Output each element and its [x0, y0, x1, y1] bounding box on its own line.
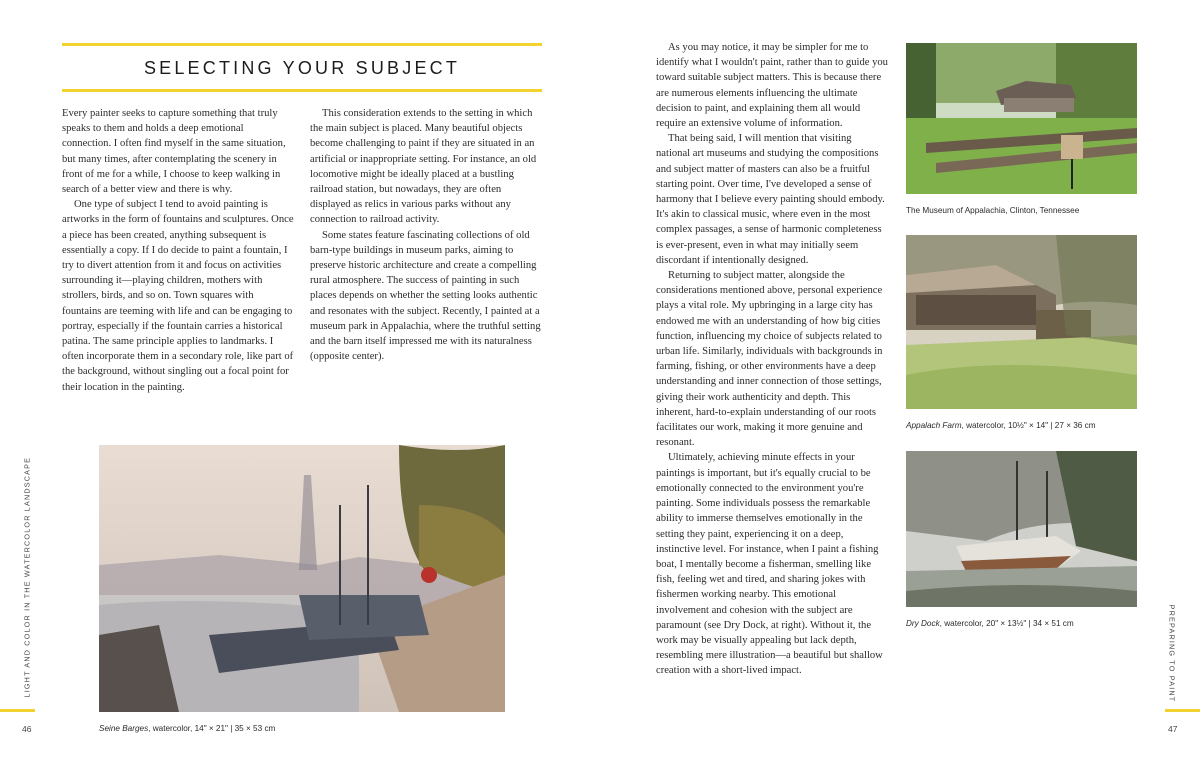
left-page-accent-bar [0, 709, 35, 712]
paragraph: That being said, I will mention that visiting national art museums and studying the compositions and subject matter of masters can also be a fruitful starting point. Over time, I've developed a sense of harmony that I believe every painting should embody. It's akin to classical music, where even in the most complex passages, a sense of harmonic completeness is ever-present, even in what may initially seem discordant if intentionally designed. [656, 133, 885, 266]
left-column-1 [62, 106, 294, 395]
paragraph: This consideration extends to the setting in which the main subject is placed. Many beautiful objects become challenging to paint if they are situated in an artificial or inappropriate setting. For instance, an old locomotive might be ideally placed at a bustling railroad station, but nowadays, they are often displayed as relics in various parks without any connection to railroad activity. [310, 108, 537, 226]
caption-details: , watercolor, 20" × 13½" | 34 × 51 cm [939, 619, 1074, 628]
dry-dock-painting [906, 451, 1137, 607]
right-side-running-head: PREPARING TO PAINT [1167, 604, 1177, 703]
title-top-rule [62, 43, 542, 46]
left-page-number: 46 [22, 724, 32, 734]
right-page-accent-bar [1165, 709, 1200, 712]
appalach-farm-caption [906, 421, 1096, 430]
caption-details: , watercolor, 10½" × 14" | 27 × 36 cm [961, 421, 1096, 430]
paragraph: Returning to subject matter, alongside the considerations mentioned above, personal experience plays a vital role. My upbringing in a large city has endowed me with an understanding of how big cities function, influencing my choice of subjects related to urban life. Similarly, individuals with backgrounds in farming, fishing, or other environments have a deep understanding and inner connection of those settings, giving their work authenticity and depth. This inherent, hard-to-explain understanding of our roots facilitates our work, making it more genuine and resonant. [656, 270, 883, 449]
paragraph: Ultimately, achieving minute effects in your paintings is important, but it's equally crucial to be emotionally connected to the environment you're painting. Some individuals possess the remarkable ability to immerse themselves emotionally in the setting they paint, experiencing it on a deep, instinctive level. For instance, when I paint a fishing boat, I mentally become a fisherman, smelling like fish, feeling wet and tired, and sharing jokes with fishermen working nearby. This emotional involvement and cohesion with the subject are paramount (see Dry Dock, at right). Without it, the work may be visually appealing but lack depth, resembling mere illustration—a beautiful but shallow creation with a short-lived impact. [656, 452, 883, 677]
dry-dock-caption [906, 619, 1074, 628]
seine-barges-painting [99, 445, 505, 712]
museum-photo [906, 43, 1137, 194]
paragraph: Every painter seeks to capture something that truly speaks to them and holds a deep emotional connection. I often find myself in the same situation, but many times, after contemplating the scenery in front of me for a while, I choose to keep walking in search of a better view and there is why. [62, 108, 286, 196]
title-bottom-rule [62, 89, 542, 92]
caption-title: Appalach Farm [906, 421, 962, 430]
appalach-farm-painting [906, 235, 1137, 409]
caption-title: Dry Dock [906, 619, 940, 628]
right-column [656, 40, 888, 679]
paragraph: One type of subject I tend to avoid painting is artworks in the form of fountains and sculptures. Once a piece has been created, anything subsequent is essentially a copy. If I do decide to paint a fountain, I try to divert attention from it and focus on activities surrounding it—playing children, mothers with strollers, birds, and so on. Town squares with fountains are teeming with life and can be engaging to portray, especially if the fountain carries a historical patina. The same principle applies to landmarks. I often incorporate them in a secondary role, like part of the background, without singling out a focal point for their location in the painting. [62, 199, 294, 393]
paragraph: Some states feature fascinating collections of old barn-type buildings in museum parks, aiming to preserve historic architecture and create a compelling rural atmosphere. The success of painting in such places depends on whether the setting looks authentic and resonates with the subject. Recently, I painted at a museum park in Appalachia, where the truthful setting and the barn itself impressed me with its naturalness (opposite center). [310, 229, 541, 363]
seine-barges-caption [99, 724, 275, 733]
right-page-number: 47 [1168, 724, 1178, 734]
left-side-running-head: LIGHT AND COLOR IN THE WATERCOLOR LANDSCAPE [22, 456, 32, 698]
museum-photo-caption: The Museum of Appalachia, Clinton, Tennessee [906, 206, 1080, 215]
caption-details: , watercolor, 14" × 21" | 35 × 53 cm [148, 724, 276, 733]
caption-title: Seine Barges [99, 724, 149, 733]
paragraph: As you may notice, it may be simpler for me to identify what I wouldn't paint, rather than to guide you toward suitable subject matters. This is because there are numerous elements influencing the ultimate decision to paint, and explaining them all would require an extensive volume of information. [656, 42, 888, 130]
page-title: SELECTING YOUR SUBJECT [143, 58, 461, 78]
left-column-2 [310, 106, 542, 364]
